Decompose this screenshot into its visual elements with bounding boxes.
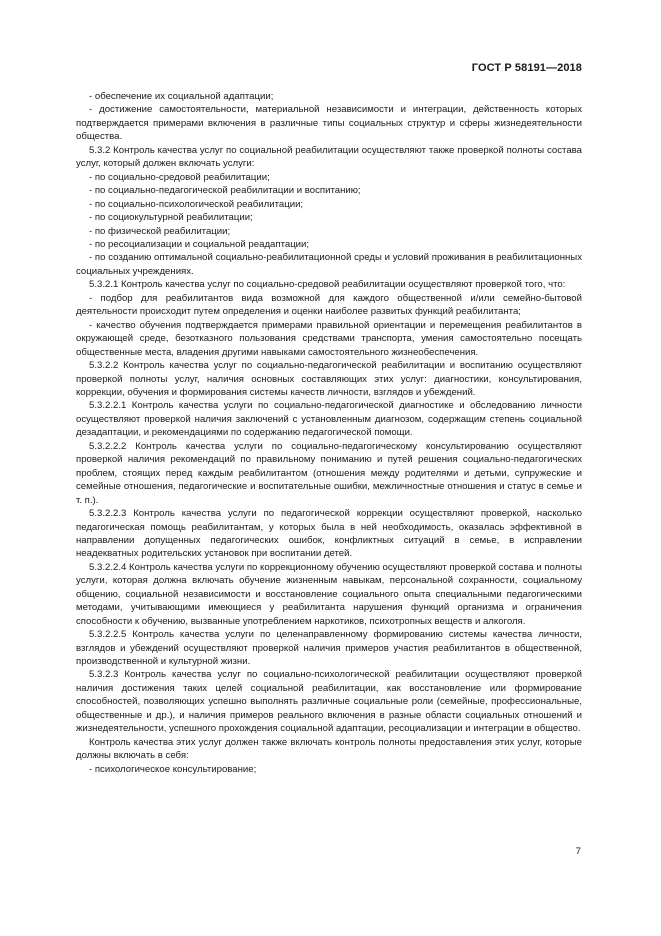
paragraph: 5.3.2.2.4 Контроль качества услуги по коррекционному обучению осуществляют проверкой состава и полноты услуги, которая должна включать обучение жизненным навыкам, персональной сохранности, социальному общению, социальной независимости и восстановление социального опыта специальными педагогическими методами, учитывающими имеющиеся у реабилитанта нарушения функций организма и ограничения способности к обучению, вызванные употреблением наркотиков, психотропных веществ и алкоголя.	[76, 561, 582, 627]
paragraph: 5.3.2.3 Контроль качества услуг по социально-психологической реабилитации осуществляют проверкой наличия достижения таких целей социальной реабилитации, как восстановление или формирование способностей, позволяющих успешно выполнять различные социальные роли (семейные, профессиональные, общественные и др.), и наличия примеров реального включения в разные области социальных отношений и жизнедеятельности, успешного прохождения социальной адаптации, ресоциализации и интеграции в общество.	[76, 669, 582, 735]
list-item: - по социокультурной реабилитации;	[89, 212, 253, 224]
list-item: - по созданию оптимальной социально-реабилитационной среды и условий проживания в реабилитационных социальных учреждениях.	[76, 252, 582, 277]
list-item: - по физической реабилитации;	[89, 225, 231, 237]
list-item: - по социально-средовой реабилитации;	[89, 171, 270, 183]
paragraph: 5.3.2 Контроль качества услуг по социальной реабилитации осуществляют также проверкой полноты состава услуг, который должен включать услуги:	[76, 144, 582, 170]
list-item: - обеспечение их социальной адаптации;	[89, 91, 274, 102]
document-body	[76, 90, 582, 776]
paragraph: 5.3.2.2 Контроль качества услуг по социально-педагогической реабилитации и воспитанию осуществляют проверкой полноты услуг, наличия основных составляющих этих услуг: диагностики, консультирования, коррекции, обучения и формирования системы качеств личности, взглядов и убеждений.	[76, 360, 582, 398]
paragraph: 5.3.2.2.3 Контроль качества услуги по педагогической коррекции осуществляют проверкой, насколько педагогическая помощь реабилитантам, у которых была в ней необходимость, оказалась эффективной в направлении допущенных педагогических ошибок, конфликтных ситуаций в семье, в исправлении неадекватных родительских установок при воспитании детей.	[76, 508, 582, 560]
document-code-header: ГОСТ Р 58191—2018	[471, 62, 582, 74]
paragraph: 5.3.2.2.2 Контроль качества услуги по социально-педагогическому консультированию осуществляют проверкой наличия рекомендаций по правильному пониманию и путей решения социально-педагогических проблем, стоящих перед каждым реабилитантом (отношения между родителями и детьми, супружеские и семейные отношения, педагогические и воспитательные ошибки, межличностные отношения и статус в семье и т. п.).	[76, 440, 582, 506]
list-item: - качество обучения подтверждается примерами правильной ориентации и перемещения реабилитантов в окружающей среде, безотказного пользования средствами транспорта, умения самостоятельно посещать общественные места, владения другими навыками самостоятельного жизнеобеспечения.	[76, 319, 582, 358]
list-item: - подбор для реабилитантов вида возможной для каждого общественной и/или семейно-бытовой деятельности происходит путем определения и оценки наиболее развитых функций реабилитанта;	[76, 292, 582, 318]
paragraph: Контроль качества этих услуг должен также включать контроль полноты предоставления этих услуг, которые должны включать в себя:	[76, 736, 582, 762]
list-item: - по социально-психологической реабилитации;	[89, 198, 304, 210]
page-number: 7	[575, 846, 581, 857]
list-item: - по социально-педагогической реабилитации и воспитанию;	[89, 185, 361, 197]
list-item: - по ресоциализации и социальной реадаптации;	[89, 238, 310, 250]
list-item: - психологическое консультирование;	[89, 763, 257, 775]
paragraph: 5.3.2.2.1 Контроль качества услуги по социально-педагогической диагностике и обследованию личности осуществляют проверкой наличия заключений с установленным диагнозом, содержащим степень социальной дезадаптации, и рекомендациями по содержанию педагогической помощи.	[76, 400, 582, 439]
paragraph: 5.3.2.1 Контроль качества услуг по социально-средовой реабилитации осуществляют проверкой того, что:	[89, 279, 566, 291]
list-item: - достижение самостоятельности, материальной независимости и интеграции, действенность которых подтверждается примерами включения в различные типы социальных структур и сферы жизнедеятельности общества.	[76, 104, 582, 143]
paragraph: 5.3.2.2.5 Контроль качества услуги по целенаправленному формированию системы качества личности, взглядов и убеждений осуществляют проверкой наличия примеров участия реабилитантов в общественной, производственной и культурной жизни.	[76, 629, 582, 668]
